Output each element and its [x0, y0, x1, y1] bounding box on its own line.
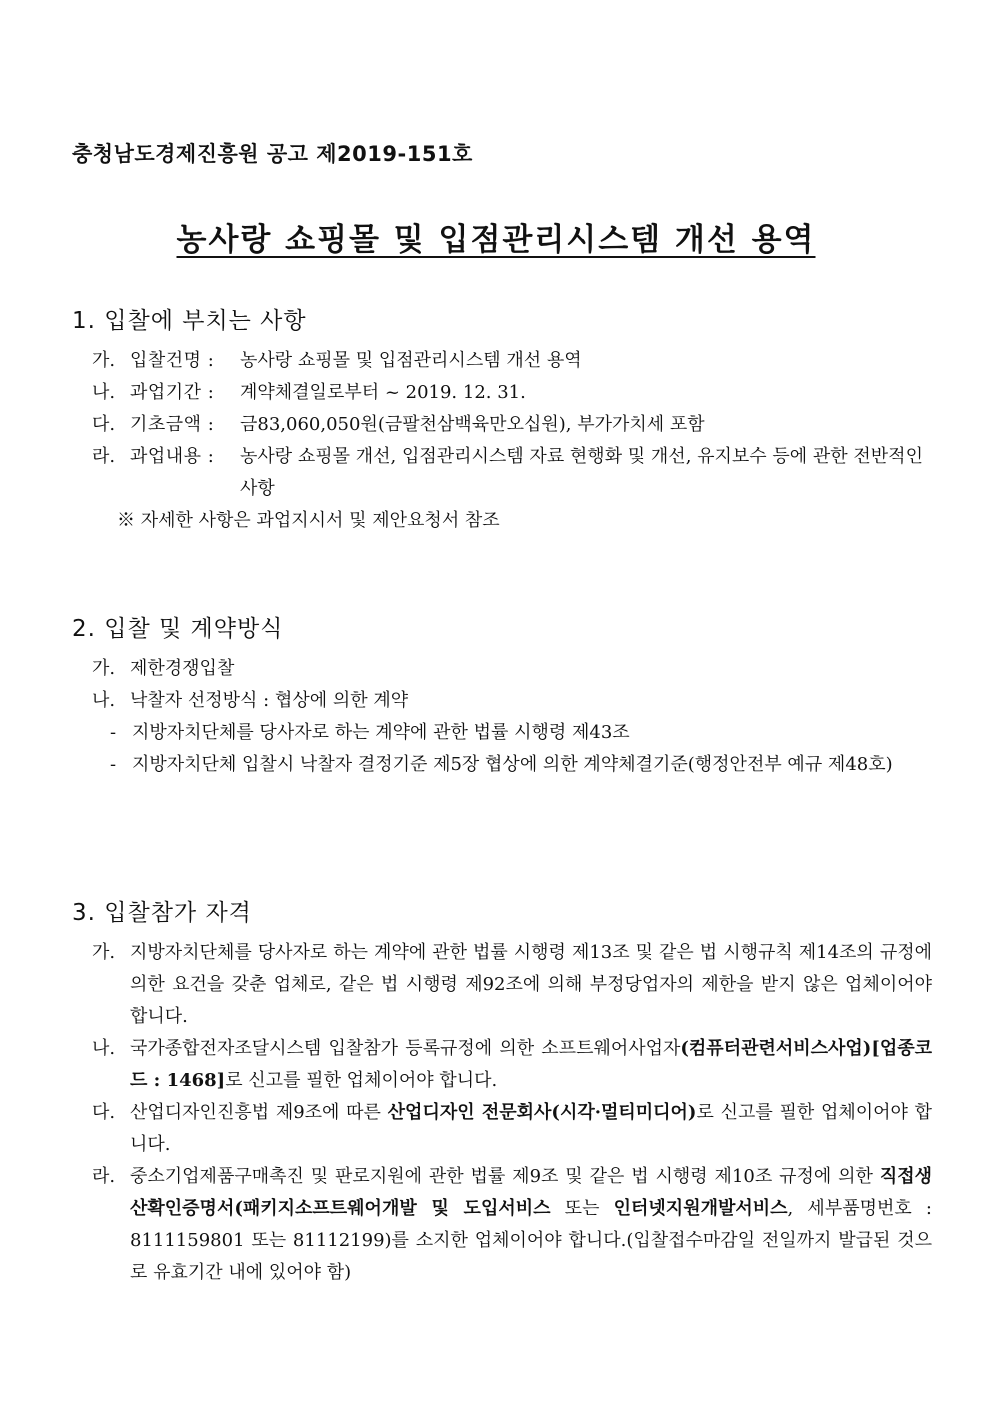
kv-row	[72, 377, 932, 409]
item-key: 과업기간 :	[130, 382, 215, 403]
dash-marker: -	[110, 722, 117, 743]
item-marker: 나.	[92, 382, 116, 403]
kv-row	[72, 345, 932, 377]
kv-row	[72, 441, 932, 505]
kv-row	[72, 409, 932, 441]
item-marker: 라.	[92, 446, 116, 467]
item-text-part: 산업디자인진흥법 제9조에 따른	[130, 1102, 388, 1123]
item-text-bold-part: 인터넷지원개발서비스	[613, 1198, 788, 1219]
item-value: 농사랑 쇼핑몰 개선, 입점관리시스템 자료 현행화 및 개선, 유지보수 등에 관한 전반적인 사항	[240, 446, 923, 499]
section-heading: 3. 입찰참가 자격	[72, 900, 252, 926]
item-key: 기초금액 :	[130, 414, 215, 435]
item-key: 입찰건명 :	[130, 350, 215, 371]
item-value: 농사랑 쇼핑몰 및 입점관리시스템 개선 용역	[240, 350, 582, 371]
item-text-part: 중소기업제품구매촉진 및 판로지원에 관한 법률 제9조 및 같은 법 시행령 제10조 규정에 의한	[130, 1166, 880, 1187]
item-marker: 가.	[92, 658, 116, 679]
sub-list-item	[72, 749, 932, 781]
reference-note: ※ 자세한 사항은 과업지시서 및 제안요청서 참조	[117, 510, 500, 531]
section-heading: 2. 입찰 및 계약방식	[72, 616, 284, 642]
item-marker: 다.	[92, 1102, 116, 1123]
notice-number: 충청남도경제진흥원 공고 제2019-151호	[72, 142, 473, 166]
list-item	[72, 685, 932, 717]
dash-marker: -	[110, 754, 117, 775]
item-text-part: 로 신고를 필한 업체이어야 합니다.	[130, 1102, 932, 1155]
item-text	[130, 1161, 932, 1289]
document-title-text: 농사랑 쇼핑몰 및 입점관리시스템 개선 용역	[176, 222, 816, 258]
item-text-part: , 세부품명번호 : 8111159801 또는 81112199)를 소지한 업체이어야 합니다.(입찰접수마감일 전일까지 발급된 것으로 유효기간 내에 있어야 함)	[130, 1198, 932, 1283]
item-text	[130, 937, 932, 1033]
section-eligibility	[72, 894, 932, 1289]
section-bid-method	[72, 610, 932, 781]
item-marker: 나.	[92, 690, 116, 711]
list-item	[72, 1097, 932, 1161]
item-text-part: 또는	[550, 1198, 614, 1219]
sub-item-text: 지방자치단체를 당사자로 하는 계약에 관한 법률 시행령 제43조	[132, 722, 630, 743]
item-value: 금83,060,050원(금팔천삼백육만오십원), 부가가치세 포함	[240, 414, 705, 435]
list-item	[72, 1161, 932, 1289]
sub-list-item	[72, 717, 932, 749]
sub-item-text: 지방자치단체 입찰시 낙찰자 결정기준 제5장 협상에 의한 계약체결기준(행정안전부 예규 제48호)	[132, 754, 893, 775]
item-text-bold-part: (컴퓨터관련서비스사업)[업종코드 : 1468]	[130, 1038, 932, 1091]
item-text-part: 지방자치단체를 당사자로 하는 계약에 관한 법률 시행령 제13조 및 같은 법 시행규칙 제14조의 규정에 의한 요건을 갖춘 업체로, 같은 법 시행령 제92조에 의해 부정당업자의 제한을 받지 않은 업체이어야 합니다.	[130, 942, 932, 1027]
item-value: 계약체결일로부터 ~ 2019. 12. 31.	[240, 382, 526, 403]
item-marker: 가.	[92, 350, 116, 371]
item-key: 과업내용 :	[130, 446, 215, 467]
section-bid-subject	[72, 302, 932, 537]
list-item	[72, 653, 932, 685]
list-item	[72, 1033, 932, 1097]
item-text	[130, 1097, 932, 1161]
item-text-bold-part: 직접생산확인증명서(패키지소프트웨어개발 및 도입서비스	[130, 1166, 932, 1219]
item-text-bold-part: 산업디자인 전문회사(시각·멀티미디어)	[387, 1102, 697, 1123]
item-text	[130, 1033, 932, 1097]
item-marker: 나.	[92, 1038, 116, 1059]
item-marker: 다.	[92, 414, 116, 435]
item-text: 낙찰자 선정방식 : 협상에 의한 계약	[130, 690, 409, 711]
item-marker: 라.	[92, 1166, 116, 1187]
item-marker: 가.	[92, 942, 116, 963]
section-heading: 1. 입찰에 부치는 사항	[72, 308, 307, 334]
document-title	[0, 214, 992, 259]
item-text-part: 로 신고를 필한 업체이어야 합니다.	[225, 1070, 498, 1091]
item-text: 제한경쟁입찰	[130, 658, 235, 679]
item-text-part: 국가종합전자조달시스템 입찰참가 등록규정에 의한 소프트웨어사업자	[130, 1038, 681, 1059]
list-item	[72, 937, 932, 1033]
